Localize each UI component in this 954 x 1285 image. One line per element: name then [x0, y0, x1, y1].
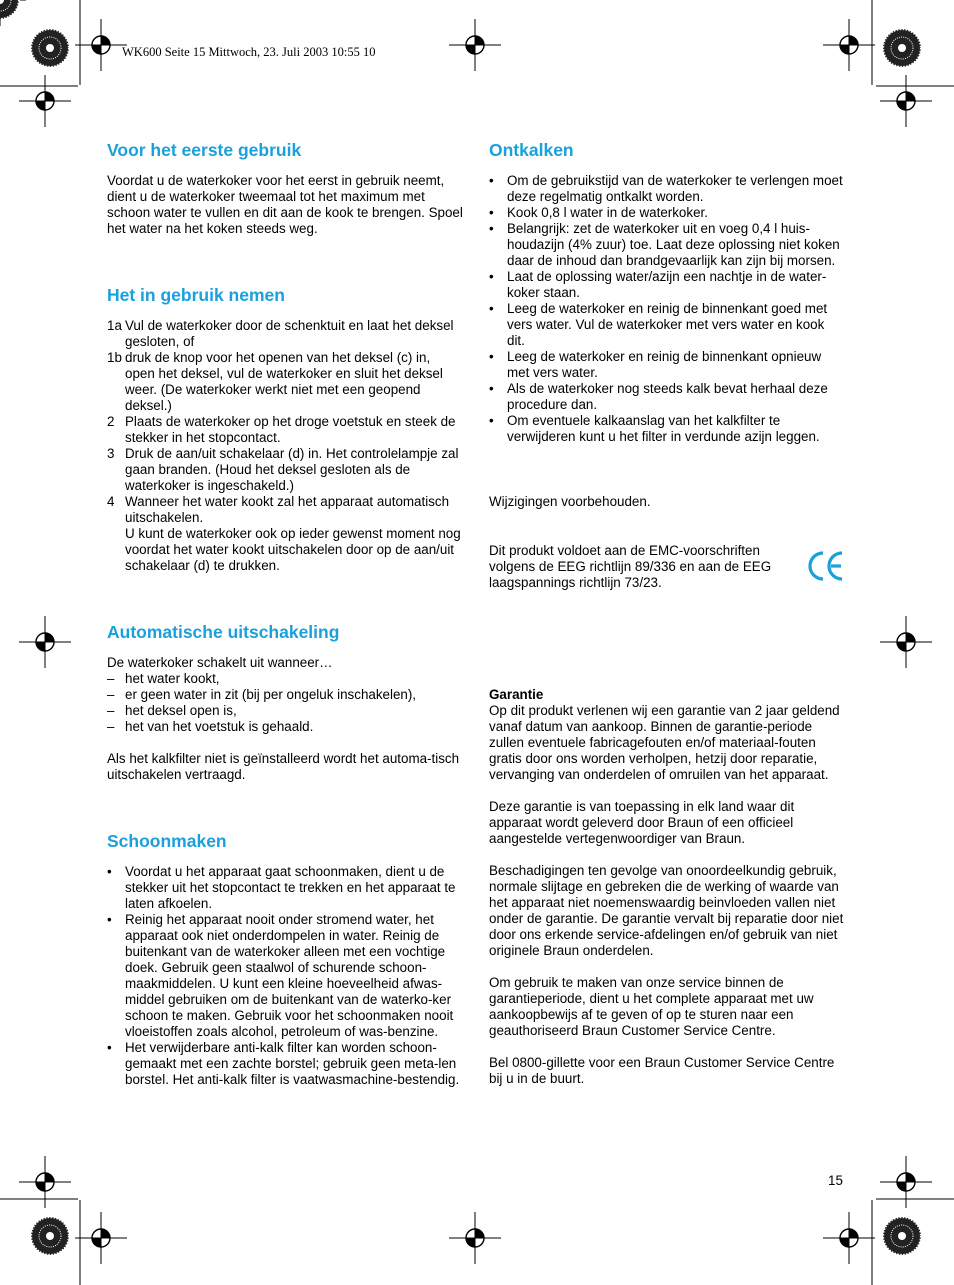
heading-auto-off: Automatische uitschakeling — [107, 622, 340, 642]
list-item: – het van het voetstuk is gehaald. — [107, 719, 314, 734]
list-item: 3 Druk de aan/uit schakelaar (d) in. Het controlelampje zal gaan branden. (Houd het deksel gesloten als de waterkoker is ingeschakeld.) — [107, 446, 459, 493]
list-item: • Het verwijderbare anti-kalk filter kan worden schoon-gemaakt met een zachte borstel; gebruik geen meta-len borstel. Het anti-kalk filter is vaatwasmachine-bestendig. — [107, 1040, 460, 1087]
list-item: 1a Vul de waterkoker door de schenktuit en laat het deksel gesloten, of — [107, 318, 454, 349]
list-item: • Laat de oplossing water/azijn een nachtje in de water-koker staan. — [489, 269, 827, 300]
list-item: – het deksel open is, — [107, 703, 237, 718]
ce-mark-icon — [808, 550, 844, 582]
list-item: 1b druk de knop voor het openen van het deksel (c) in, open het deksel, vul de waterkoker en sluit het deksel weer. (De waterkoker werkt niet met een geopend deksel.) — [107, 350, 443, 413]
list-item: • Kook 0,8 l water in de waterkoker. — [489, 205, 708, 220]
first-use-text: Voordat u de waterkoker voor het eerst in gebruik neemt, dient u de waterkoker tweemaal tot het maximum met schoon water te vullen en dit aan de kook te brengen. Spoel het water na het koken steeds weg. — [107, 173, 463, 236]
list-item: • Reinig het apparaat nooit onder stromend water, het apparaat ook niet onderdompelen in water. Reinig de buitenkant van de waterkoker alleen met een vochtige doek. Gebruik geen staalwol of schurende schoon-maakmiddelen. U kunt een kleine hoeveelheid afwas-middel gebruiken om de buitenkant van de waterko-ker schoon te maken. Gebruik voor het schoonmaken nooit vloeistoffen zoals alcohol, petroleum of was-benzine. — [107, 912, 454, 1039]
changes-note: Wijzigingen voorbehouden. — [489, 494, 651, 509]
list-item: • Om de gebruikstijd van de waterkoker te verlengen moet deze regelmatig ontkalkt worden. — [489, 173, 843, 204]
descale-list — [489, 173, 845, 445]
list-item: – er geen water in zit (bij per ongeluk inschakelen), — [107, 687, 417, 702]
warranty-title: Garantie — [489, 687, 544, 702]
heading-cleaning: Schoonmaken — [107, 831, 227, 851]
list-item: 2 Plaats de waterkoker op het droge voetstuk en steek de stekker in het stopcontact. — [107, 414, 456, 445]
starburst-mark-icon — [0, 0, 19, 19]
list-item: • Leeg de waterkoker en reinig de binnenkant goed met vers water. Vul de waterkoker met vers water en kook dit. — [489, 301, 828, 348]
list-item: 4 Wanneer het water kookt zal het apparaat automatisch uitschakelen. U kunt de waterkoker ook op ieder gewenst moment nog voordat het water kookt uitschakelen door op de aan/uit schakelaar (d) te drukken. — [107, 494, 461, 573]
heading-in-use: Het in gebruik nemen — [107, 285, 285, 305]
auto-off-text: De waterkoker schakelt uit wanneer… – het water kookt, – er geen water in zit (bij per ongeluk inschakelen), – het deksel open is, – het van het voetstuk is gehaald. Als het kalkfilter niet is geïnstalleerd wordt het automa-tisch uitschakelen vertraagd. — [107, 655, 463, 783]
heading-first-use: Voor het eerste gebruik — [107, 140, 302, 160]
list-item: • Leeg de waterkoker en reinig de binnenkant opnieuw met vers water. — [489, 349, 822, 380]
cleaning-list — [107, 864, 463, 1088]
print-slug: WK600 Seite 15 Mittwoch, 23. Juli 2003 10:55 10 — [122, 45, 376, 59]
list-item: • Om eventuele kalkaanslag van het kalkfilter te verwijderen kunt u het filter in verdunde azijn leggen. — [489, 413, 820, 444]
list-item: • Belangrijk: zet de waterkoker uit en voeg 0,4 l huis-houdazijn (4% zuur) toe. Laat deze oplossing niet koken daar de inhoud dan brandgevaarlijk kan zijn bij morsen. — [489, 221, 840, 268]
in-use-steps — [107, 318, 463, 574]
warranty-section: Garantie Op dit produkt verlenen wij een garantie van 2 jaar geldend vanaf datum van aankoop. Binnen de garantie-periode zullen eventuele fabricagefouten en/of materiaal-fouten gratis door ons worden verholpen, hetzij door reparatie, vervanging van onderdelen of omruilen van het apparaat. Deze garantie is van toepassing in elk land waar dit apparaat wordt geleverd door Braun of een officieel aangestelde vertegenwoordiger van Braun. Beschadigingen ten gevolge van onoordeelkundig gebruik, normale slijtage en gebreken die de werking of waarde van het apparaat niet noemenswaardig beinvloeden vallen niet onder de garantie. De garantie vervalt bij reparatie door niet door ons erkende service-afdelingen en/of gebruik van niet originele Braun onderdelen. Om gebruik te maken van onze service binnen de garantieperiode, dient u het complete apparaat met uw aankoopbewijs af te geven of op te sturen naar een geauthoriseerd Braun Customer Service Centre. Bel 0800-gillette voor een Braun Customer Service Centre bij u in de buurt. — [489, 687, 844, 1086]
page-number: 15 — [828, 1173, 843, 1188]
list-item: • Voordat u het apparaat gaat schoonmaken, dient u de stekker uit het stopcontact te trekken en het apparaat te laten afkoelen. — [107, 864, 456, 911]
heading-descale: Ontkalken — [489, 140, 574, 160]
list-item: – het water kookt, — [107, 671, 220, 686]
emc-statement: Dit produkt voldoet aan de EMC-voorschriften volgens de EEG richtlijn 89/336 en aan de EEG laagspannings richtlijn 73/23. — [489, 543, 772, 590]
list-item: • Als de waterkoker nog steeds kalk bevat herhaal deze procedure dan. — [489, 381, 828, 412]
